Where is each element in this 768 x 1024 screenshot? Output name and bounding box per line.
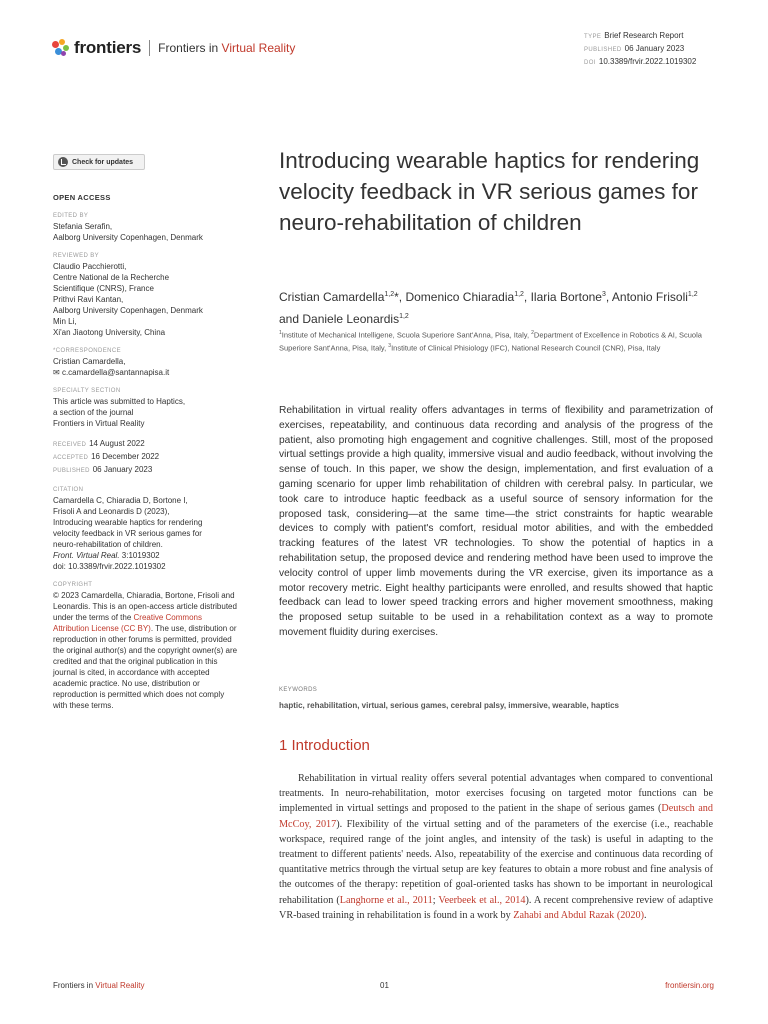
article-title: Introducing wearable haptics for rendering velocity feedback in VR serious games for neuro-rehabilitation of children xyxy=(279,148,700,235)
author-separator: and xyxy=(279,312,303,326)
article-sidebar xyxy=(53,154,239,711)
author-affiliation-mark: 1,2 xyxy=(384,291,395,298)
specialty-label: SPECIALTY SECTION xyxy=(53,388,121,394)
correspondence-label: *CORRESPONDENCE xyxy=(53,348,122,354)
footer-journal: Frontiers in Virtual Reality xyxy=(53,981,145,990)
copyright-label: COPYRIGHT xyxy=(53,582,93,588)
citation-link[interactable]: Deutsch and McCoy, 2017 xyxy=(279,803,713,830)
frontiers-logo-icon xyxy=(52,39,70,57)
meta-type: TYPE Brief Research Report xyxy=(584,31,684,40)
affiliations: $^1$Institute of Mechanical Intelligene, Scuola Superiore Sant'Anna, Pisa, Italy, $^2$Department of Excellence in Robotics & AI, Scuola Superiore Sant'Anna, Pisa, Italy, $^3$Institute of Clinical Phisiology (IFC), National Research Council (CNR), Pisa, Italy xyxy=(279,330,702,352)
edited-by-label: EDITED BY xyxy=(53,213,89,219)
page-number: 01 xyxy=(380,981,389,990)
author-affiliation-mark: 1,2 xyxy=(514,291,524,298)
author-name[interactable]: Ilaria Bortone xyxy=(530,290,602,304)
author-name[interactable]: Daniele Leonardis xyxy=(302,312,400,326)
cc-by-license-link[interactable]: Creative Commons Attribution License (CC BY) xyxy=(53,613,202,633)
author-separator: , xyxy=(398,290,406,304)
reviewed-by-label: REVIEWED BY xyxy=(53,253,100,259)
article-dates: RECEIVED 14 August 2022 ACCEPTED 16 December 2022 PUBLISHED 06 January 2023 xyxy=(53,439,160,474)
page-header xyxy=(52,30,722,70)
logo-wordmark: frontiers xyxy=(74,38,142,57)
open-access-label: OPEN ACCESS xyxy=(53,193,111,202)
article-meta xyxy=(584,30,696,69)
author-list xyxy=(279,285,719,329)
intro-text: ; xyxy=(432,894,439,906)
citation-link[interactable]: Zahabi and Abdul Razak (2020) xyxy=(513,909,644,921)
logo-divider xyxy=(149,40,150,56)
check-icon xyxy=(58,157,68,167)
corresponding-author-mark: * xyxy=(394,290,399,304)
check-for-updates-button[interactable]: Check for updates xyxy=(53,154,145,170)
intro-text: . xyxy=(643,909,647,921)
citation: Camardella C, Chiaradia D, Bortone I, Frisoli A and Leonardis D (2023), Introducing wearable haptics for rendering velocity feedback in VR serious games for neuro-rehabilitation of children. Front. Virtual Real. 3:1019302 doi: 10.3389/frvir.2022.1019302 xyxy=(53,496,203,571)
introduction-paragraph xyxy=(279,771,713,923)
reviewed-by: Claudio Pacchierotti, Centre National de la Recherche Scientifique (CNRS), France Prithvi Ravi Kantan, Aalborg University Copenhagen, Denmark Min Li, Xi'an Jiaotong University, China xyxy=(53,262,203,337)
correspondence-email[interactable]: ✉ c.camardella@santannapisa.it xyxy=(53,368,170,377)
author-separator: , xyxy=(523,290,531,304)
citation-link[interactable]: Veerbeek et al., 2014 xyxy=(438,894,526,906)
author-name[interactable]: Cristian Camardella xyxy=(279,290,385,304)
author-affiliation-mark: 1,2 xyxy=(687,291,698,298)
journal-name: Frontiers in Virtual Reality xyxy=(158,41,296,55)
meta-doi: DOI 10.3389/frvir.2022.1019302 xyxy=(584,57,697,66)
specialty-section: This article was submitted to Haptics, a section of the journal Frontiers in Virtual Reality xyxy=(53,397,186,428)
intro-text: ). A recent comprehensive review of adaptive VR-based training in rehabilitation is found in a work by xyxy=(279,894,713,921)
correspondence: Cristian Camardella, ✉ c.camardella@santannapisa.it xyxy=(53,356,239,378)
author-affiliation-mark: 3 xyxy=(601,291,606,298)
keywords: haptic, rehabilitation, virtual, serious games, cerebral palsy, immersive, wearable, haptics xyxy=(279,701,619,710)
author-name[interactable]: Antonio Frisoli xyxy=(611,290,688,304)
author-separator: , xyxy=(605,290,612,304)
meta-published: PUBLISHED 06 January 2023 xyxy=(584,44,685,53)
keywords-label: KEYWORDS xyxy=(279,687,318,693)
edited-by: Stefania Serafin, Aalborg University Copenhagen, Denmark xyxy=(53,222,203,242)
citation-link[interactable]: Langhorne et al., 2011 xyxy=(339,894,433,906)
author-name[interactable]: Domenico Chiaradia xyxy=(405,290,515,304)
intro-text: ). Flexibility of the virtual setting and of the parameters of the exercise (i.e., reachable workspace, required range of the joint angles, and intensity of the task) is useful in adapting to the treatment to different patients' needs. Also, repeatability of the exercise and continuous data recording of quantitative metrics through the virtual setup are key features to obtain a more robust and fine analysis of the outcomes of the therapy: repetition of goal-oriented tasks has shown to be important in neurological rehabilitation ( xyxy=(279,818,713,906)
citation-label: CITATION xyxy=(53,487,84,493)
copyright: © 2023 Camardella, Chiaradia, Bortone, Frisoli and Leonardis. This is an open-access article distributed under the terms of the Creative Commons Attribution License (CC BY). The use, distribution or reproduction in other forums is permitted, provided the original author(s) and the copyright owner(s) are credited and that the original publication in this journal is cited, in accordance with accepted academic practice. No use, distribution or reproduction is permitted which does not comply with these terms. xyxy=(53,591,238,710)
abstract: Rehabilitation in virtual reality offers advantages in terms of flexibility and parametrization of exercises, repeatability, and continuous data recording and analysis of the progress of the patient, also promoting high engagement and cognitive challenges. Still, most of the proposed virtual settings provide a high quality, immersive visual and audio feedback, without involving the sense of touch. In this paper, we show the design, implementation, and first evaluation of a gaming scenario for upper limb rehabilitation of children with cerebral palsy. In particular, we took care to introduce haptic feedback as a useful source of sensory information for the proposed task, considering—at the same time—the strict constraints for haptic wearable devices to comply with patient's comfort, residual motor abilities, and with the embedded tracking features of the latest VR technologies. To show the potential of haptics in a rehabilitation setup, the proposed device and rendering method have been used to improve the velocity control of upper limb movements during the VR exercise, given its importance as a motor recovery metric. Eight healthy participants were enrolled, and results showed that haptic feedback can lead to lower speed tracking errors and higher movement smoothness, making the proposed setup suitable to be used in a rehabilitation context as a way to promote movement fluidity during exercises. xyxy=(279,405,713,638)
author-affiliation-mark: 1,2 xyxy=(399,313,409,320)
intro-text: Rehabilitation in virtual reality offers several potential advantages when compared to conventional treatments. In neuro-rehabilitation, motor exercises focusing on targeted motor functions can be implemented in virtual settings and proposed to the patient in the shape of serious games ( xyxy=(279,773,713,815)
section-heading-introduction: 1 Introduction xyxy=(279,737,370,754)
frontiers-logo[interactable] xyxy=(52,38,295,58)
mail-icon: ✉ xyxy=(53,368,60,377)
footer-site-link[interactable]: frontiersin.org xyxy=(665,981,714,990)
